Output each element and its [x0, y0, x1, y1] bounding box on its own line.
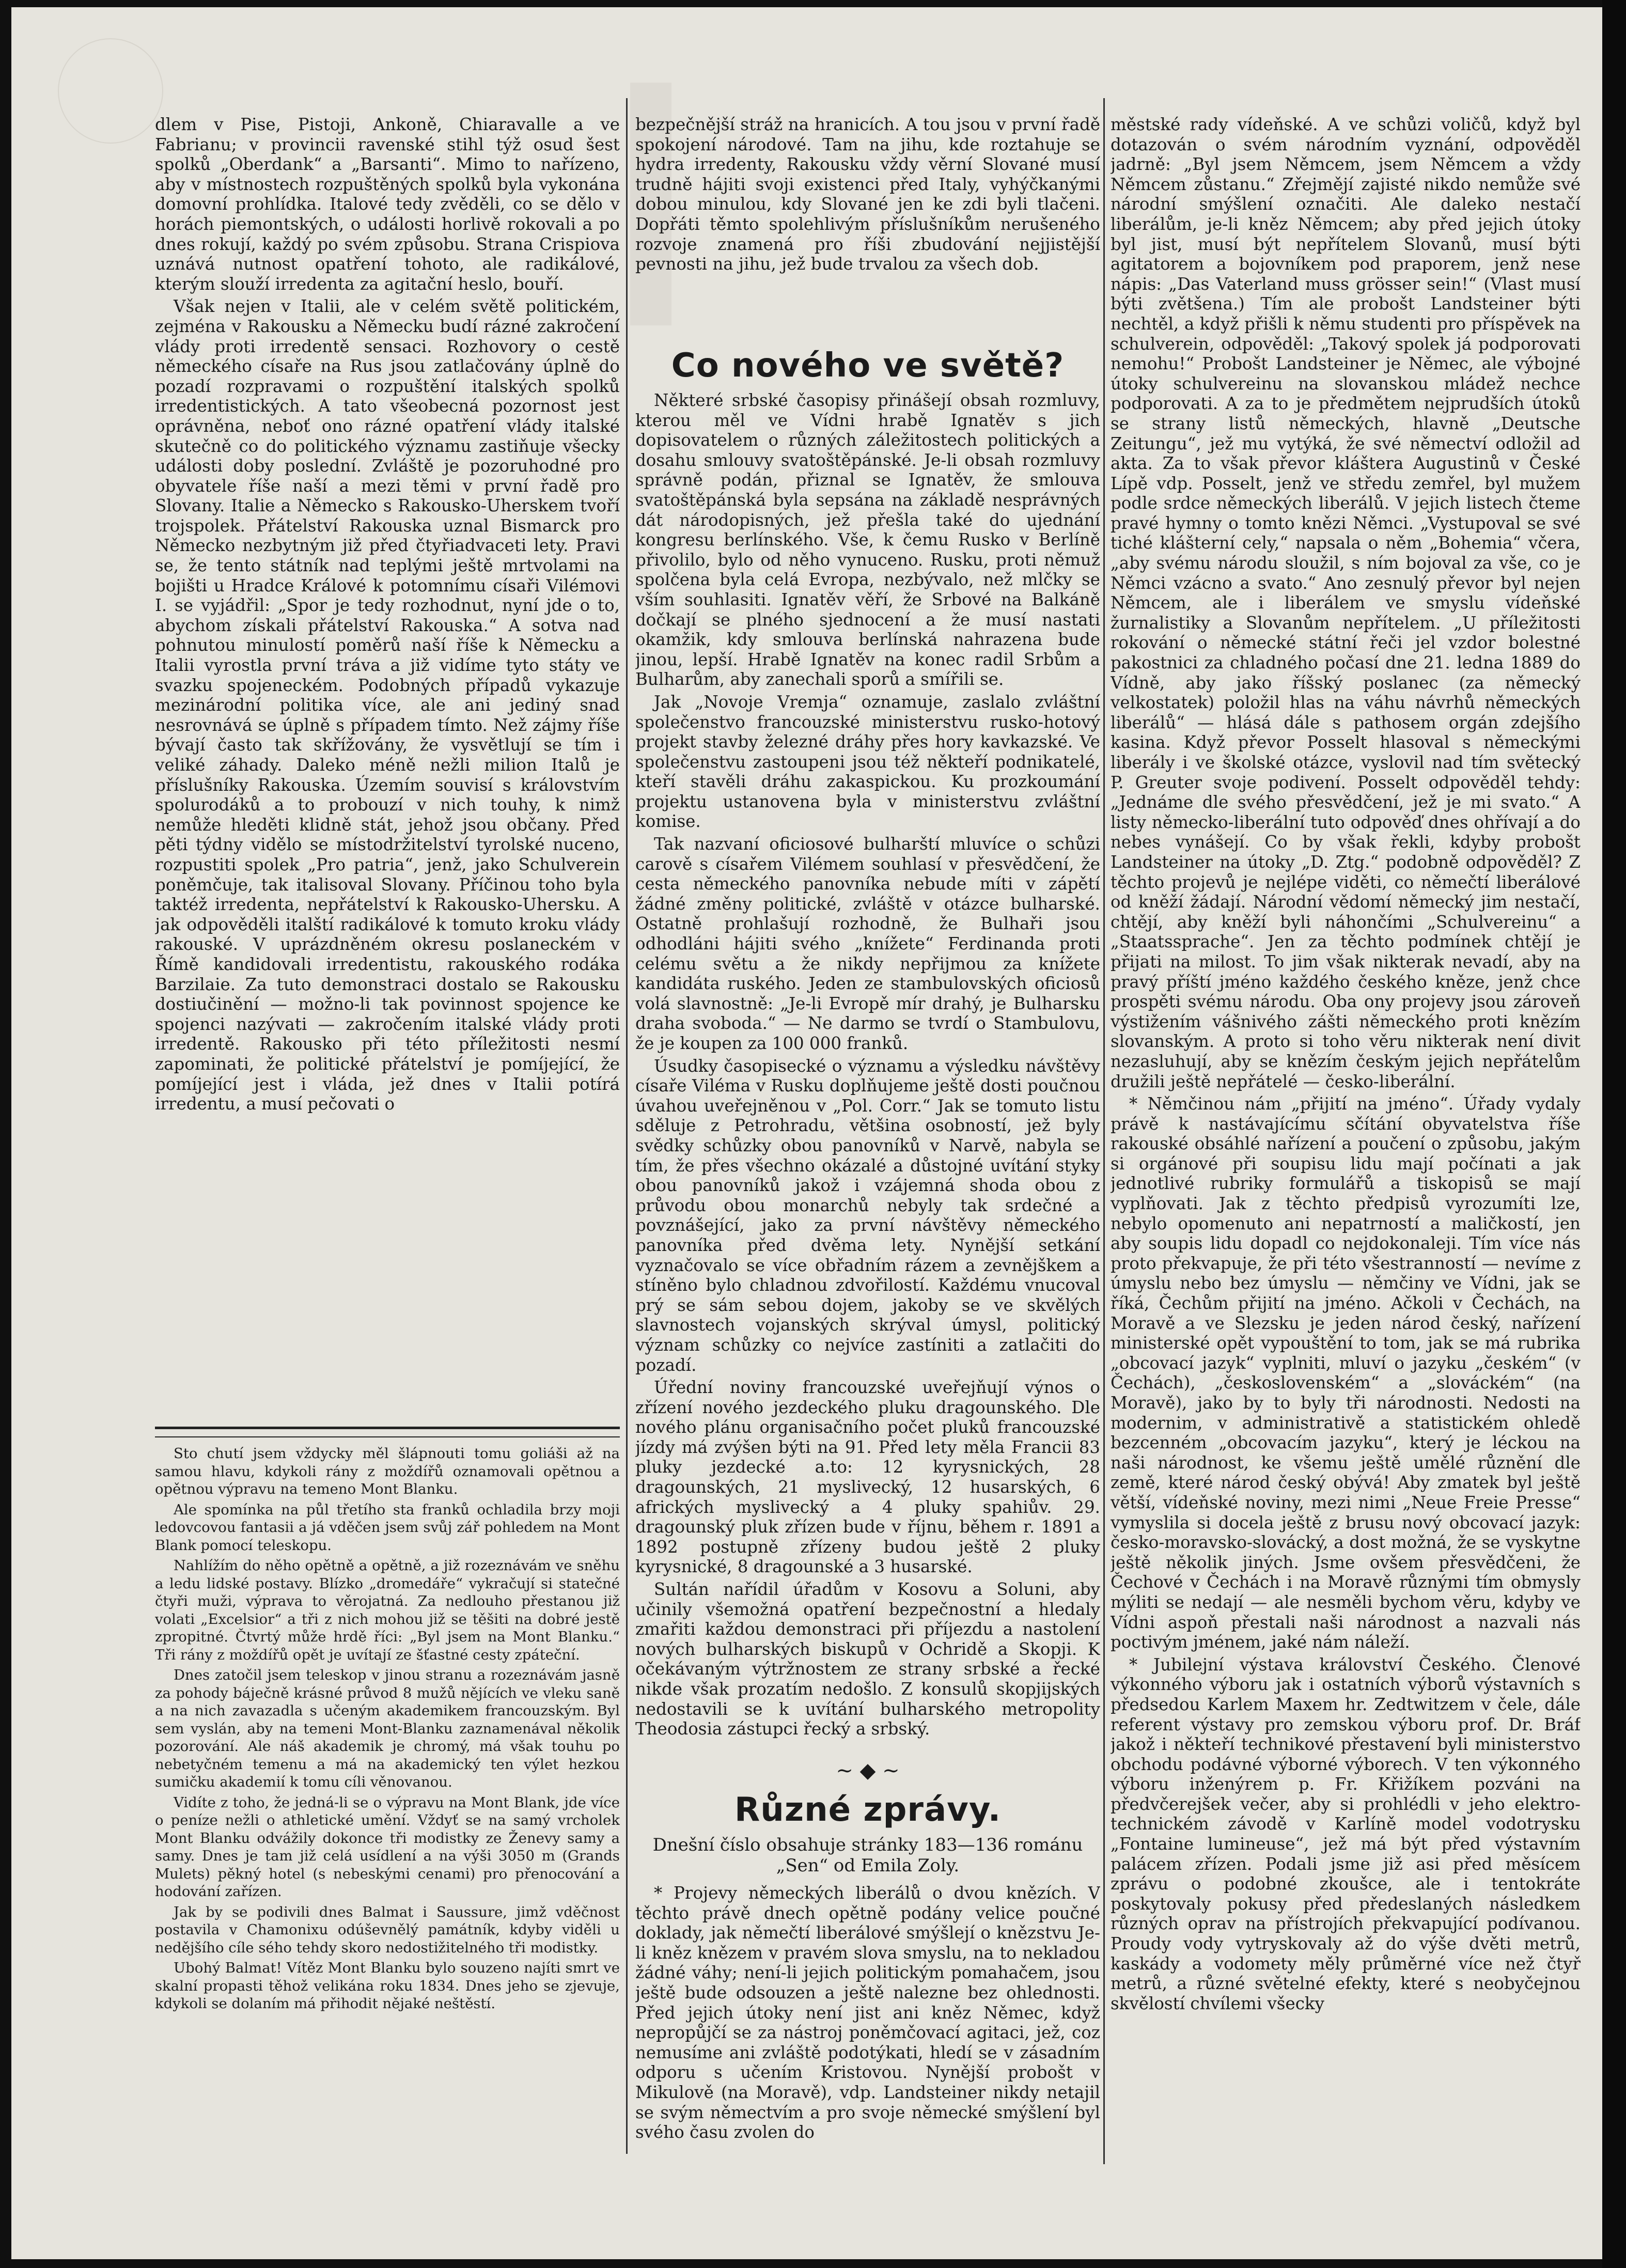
paragraph: Úsudky časopisecké o významu a výsledku návštěvy císaře Viléma v Rusku doplňujeme ještě dosti poučnou úvahou uveřejněnou v „Pol. Corr.“ Jak se tomuto listu sděluje z Petrohradu, většina osobností, jež byly svědky schůzky obou panovníků v Narvě, nabyla se tím, že přes všechno okázalé a důstojné uvítání styky obou panovníků jakož i vzájemná shoda obou z průvodu obou monarchů nebyly tak srdečné a povznášející, jako za první návštěvy německého panovníka před dvěma lety. Nynější setkání vyznačovalo se více obřadním rázem a zevnějškem a stíněno bylo chladnou zdvořilostí. Každému vnucoval prý se sám sebou dojem, jakoby se ve skvělých slavnostech vojanských skrýval úmysl, politický význam schůzky co nejvíce zastíniti a zatlačiti do pozadí. [635, 1056, 1100, 1375]
ornament-divider: ~ ◆ ~ [836, 1759, 900, 1782]
column-rule-1 [626, 98, 628, 2154]
middle-column [635, 115, 1100, 2176]
paragraph: Jak „Novoje Vremja“ oznamuje, zaslalo zvláštní společenstvo francouzské ministerstvu rusko-hotový projekt stavby železné dráhy přes hory kavkazské. Ve společenstvu zastoupeni jsou též někteří podnikatelé, kteří stavěli dráhu zakaspickou. Ku prozkoumání projektu ustanovena byla v ministerstvu zvláštní komise. [635, 692, 1100, 832]
section-heading-misc: Různé zprávy. [734, 1791, 1002, 1829]
paragraph: Vidíte z toho, že jedná-li se o výpravu na Mont Blank, jde více o peníze nežli o athletické umění. Vždyť se na samý vrcholek Mont Blanku odvážily dokonce tři modistky ze Ženevy samy a samy. Dnes je tam již celá usídlení a na výši 3050 m (Grands Mulets) pěkný hotel (s nebeskými cenami) pro přenocování a hodování zařízen. [155, 1794, 620, 1900]
news-section [635, 390, 1100, 1754]
paragraph: Jak by se podivili dnes Balmat i Saussure, jimž vděčnost postavila v Chamonixu odúševnělý památník, kdyby viděli u nedějšího cíle sého tehdy skoro nedostižitelného tři modistky. [155, 1903, 620, 1956]
paragraph: městské rady vídeňské. A ve schůzi voličů, když byl dotazován o svém národním vyznání, odpověděl jadrně: „Byl jsem Němcem, jsem Němcem a vždy Němcem zůstanu.“ Zřejmějí zajisté nikdo nemůže své národní smýšlení označiti. Ale daleko nestačí liberálům, je-li kněz Němcem; aby před jejich útoky byl jist, musí být nepřítelem Slovanů, musí býti agitatorem a bojovníkem pod praporem, jenž nese nápis: „Das Vaterland muss grösser sein!“ (Vlast musí býti zvětšena.) Tím ale probošt Landsteiner býti nechtěl, a když přišli k němu studenti pro příspěvek na schulverein, odpověděl: „Takový spolek já podporovati nemohu!“ Probošt Landsteiner je Němec, ale výbojné útoky schulvereinu na slovanskou mládež nechce podporovati. A za to je předmětem nejprudších útoků se strany listů německých, hlavně „Deutsche Zeitungu“, jež mu vytýká, že své němectví odložil ad akta. Za to však převor kláštera Augustinů v České Lípě vdp. Posselt, jenž ve středu zemřel, byl mužem podle srdce německých liberálů. V jejich listech čteme pravé hymny o tomto knězi Němci. „Vystupoval se své tiché klášterní cely,“ napsala o něm „Bohemia“ včera, „aby svému národu sloužil, s ním bojoval za vše, co je Němci vzácno a svato.“ Ano zesnulý převor byl nejen Němcem, ale i liberálem ve smyslu vídeňské žurnalistiky a Slovanům nepřítelem. „U příležitosti rokování o německé státní řeči jel vzdor bolestné pakostnici za chladného počasí dne 21. ledna 1889 do Vídně, aby jako říšský poslanec (za německý velkostatek) položil hlas na váhu návrhů německých liberálů“ — hlásá dále s pathosem orgán zdejšího kasina. Když převor Posselt hlasoval s německými liberály i ve školské otázce, vyslovil nad tím světecký P. Greuter svoje podivení. Posselt odpověděl tehdy: „Jednáme dle svého přesvědčení, jež je mi svato.“ A listy německo-liberální tuto odpověď dnes ohřívají a do nebes vynášejí. Co by však řekli, kdyby probošt Landsteiner na útoky „D. Ztg.“ podobně odpověděl? Z těchto projevů je nejlépe viděti, co němečtí liberálové od kněží žádají. Národní vědomí německý jim nestačí, chtějí, aby kněží byli náhončími „Schulvereinu“ a „Staatssprache“. Jen za těchto podmínek chtějí je přijati na milost. To jim však nikterak nevadí, aby na pravý příští jméno každého českého kněze, jenž chce prospěti svému národu. Oba ony projevy jsou zároveň výstižením vášnivého zášti německého proti knězím slovanským. A proto si toho věru nikterak není divit nezasluhují, aby se knězím českým jejich nepřátelům družili ještě nepřátelé — česko-liberální. [1111, 115, 1581, 1091]
issue-notice: Dnešní číslo obsahuje stránky 183—136 románu „Sen“ od Emila Zoly. [652, 1835, 1083, 1876]
paragraph: bezpečnější stráž na hranicích. A tou jsou v první řadě spokojení národové. Tam na jihu, kde roztahuje se hydra irredenty, Rakousku vždy věrní Slované musí trudně hájiti svoji existenci před Italy, vyhýčkanými dobou minulou, kdy Slované jen ke zdi byli tlačeni. Dopřáti těmto spolehlivým příslušníkům nerušeného rozvoje znamená pro říši zbudování nejjistější pevnosti na jihu, jež bude trvalou za všech dob. [635, 115, 1100, 274]
misc-news-section [635, 1883, 1100, 2176]
paragraph: Ale spomínka na půl třetího sta franků ochladila brzy moji ledovcovou fantasii a já vděčen jsem svůj zář pohledem na Mont Blank pomocí teleskopu. [155, 1501, 620, 1554]
paragraph: Sultán nařídil úřadům v Kosovu a Soluni, aby učinily všemožná opatření bezpečnostní a hledaly zmařiti každou demonstraci při příjezdu a nastolení nových bulharských biskupů v Ochridě a Skopji. K očekávaným výtržnostem ze strany srbské a řecké nikde však prozatím nedošlo. Z konsulů skopjijských nedostavili se k uvítání bulharského metropolity Theodosia zástupci řecký a srbský. [635, 1579, 1100, 1739]
left-column [155, 115, 620, 2129]
paragraph: Ubohý Balmat! Vítěz Mont Blanku bylo souzeno najíti smrt ve skalní propasti těhož velikána roku 1834. Dnes jeho se zjevuje, kdykoli se dolaním má přihodit nějaké neštěstí. [155, 1960, 620, 2012]
paragraph: Sto chutí jsem vždycky měl šlápnouti tomu goliáši až na samou hlavu, kdykoli rány z moždířů oznamovali opětnou a opětnou výpravu na temeno Mont Blanku. [155, 1445, 620, 1497]
section-heading-news: Co nového ve světě? [671, 347, 1065, 385]
paragraph: Tak nazvaní oficiosové bulharští mluvíce o schůzi carově s císařem Vilémem souhlasí v přesvědčení, že cesta německého panovníka nebude míti v zápětí žádné změny politické, zvláště v otázce bulharské. Ostatně prohlašují rozhodně, že Bulhaři jsou odhodláni hájiti svého „knížete“ Ferdinanda proti celému světu a že nikdy nepřijmou za knížete kandidáta ruského. Jeden ze stambulovských oficiosů volá slavnostně: „Je-li Evropě mír drahý, je Bulharsku draha svoboda.“ — Ne darmo se tvrdí o Stambulovu, že je koupen za 100 000 franků. [635, 834, 1100, 1053]
paragraph: Úřední noviny francouzské uveřejňují výnos o zřízení nového jezdeckého pluku dragounského. Dle nového plánu organisačního počet pluků francouzské jízdy má zvýšen býti na 91. Před lety měla Francii 83 pluky jezdecké a.to: 12 kyrysnických, 28 dragounských, 21 myslivecký, 12 husarských, 6 afrických myslivecký a 4 pluky spahiův. 29. dragounský pluk zřízen bude v říjnu, během r. 1891 a 1892 postupně zřízeny budou ještě 2 pluky kyrysnické, 8 dragounské a 3 husarské. [635, 1378, 1100, 1577]
paragraph: * Jubilejní výstava království Českého. Členové výkonného výboru jak i ostatních výborů výstavních s předsedou Karlem Maxem hr. Zedtwitzem v čele, dále referent výstavy pro zemskou výboru prof. Dr. Bráf jakož i někteří technikové přestavení byli ministerstvo obchodu podávné výborné výborech. V ten výkonného výboru inženýrem p. Fr. Křižíkem pozváni na předvčerejšek večer, aby si prohlédli v jeho elektro-technickém závodě v Karlíně model vodotrysku „Fontaine lumineuse“, jež má být před výstavním palácem zřízen. Podali jsme již asi před měsícem zprávu o podobné zkoušce, ale i tentokráte poskytovaly pokusy před předeslaných následkem různých oprav na přístrojích překvapující podívanou. Proudy vody vytryskovaly až do výše dvěti metrů, kaskády a vodomety měly průměrné více než čtyř metrů, a různé světelné efekty, které s neobyčejnou skvělostí chvílemi všecky [1111, 1654, 1581, 2013]
paragraph: Však nejen v Italii, ale v celém světě politickém, zejména v Rakousku a Německu budí rázné zakročení vlády proti irredentě sensaci. Rozhovory o cestě německého císaře na Rus jsou zatlačovány úplně do pozadí rozpravami o rozpuštění italských spolků irredentistických. A tato všeobecná pozornost jest oprávněna, neboť ono rázné opatření vlády italské skutečně co do politického významu zastiňuje všecky události doby poslední. Zvláště je pozoruhodné pro obyvatele říše naší a mezi těmi v první řadě pro Slovany. Italie a Německo s Rakousko-Uherskem tvoří trojspolek. Přátelství Rakouska uznal Bismarck pro Německo nezbytným již před čtyřiadvaceti lety. Pravi se, že tento státník nad teplými ještě mrtvolami na bojišti u Hradce Králové k potomnímu císaři Vilémovi I. se vyjádřil: „Spor je tedy rozhodnut, nyní jde o to, abychom získali přátelství Rakouska.“ A sotva nad pohnutou minulostí poměrů naší říše k Německu a Italii vyrostla první tráva a již vidíme tyto státy ve svazku spojeneckém. Podobných případů vykazuje mezinárodní politika více, ale ani jediný snad nesrovnává se úplně s případem tímto. Než zájmy říše bývají často tak skřížovány, že vysvětlují se tím i veliké záhady. Daleko méně nežli milion Italů je příslušníky Rakouska. Územím souvisí s královstvím spolurodáků a to probouzí v nich touhy, k nimž nemůže hleděti klidně stát, jehož jsou občany. Před pěti týdny vidělo se místodržitelství tyrolské nuceno, rozpustiti spolek „Pro patria“, jenž, jako Schulverein poněmčuje, tak italisoval Slovany. Příčinou toho byla taktéž irredenta, nepřátelství k Rakousko-Uhersku. A jak odpověděli italští radikálové k tomuto kroku vlády rakouské. V uprázdněném okresu poslaneckém v Římě kandidovali irredentistu, rakouského rodáka Barzilaie. Za tuto demonstraci dostalo se Rakousku dostiučinění — možno-li tak povinnost spojence ke spojenci nazývati — zakročením italské vlády proti irredentě. Rakousko při této příležitosti nesmí zapominati, že politické přátelství je pomíjející, že pomíjející jest i vláda, jež dnes v Italii potírá irredentu, a musí pečovati o [155, 296, 620, 1114]
paragraph: * Němčinou nám „přijití na jméno“. Úřady vydaly právě k nastávajícímu sčítání obyvatelstva říše rakouské obsáhlé nařízení a poučení o způsobu, jakým si orgánové při soupisu lidu mají počínati a jak jednotlivé rubriky formulářů a tiskopisů se mají vyplňovati. Jak z těchto předpisů vyrozumíti lze, nebylo opomenuto ani nepatrností a maličkostí, jen aby soupis lidu dopadl co nejdokonaleji. Tím více nás proto překvapuje, že při této všestranností — nevíme z úmyslu nebo bez úmyslu — němčiny ve Vídni, jak se říká, Čechům přijití na jméno. Ačkoli v Čechách, na Moravě a ve Slezsku je jeden národ český, nařízení ministerské opět vypouštění to tom, jak se má rubrika „obcovací jazyk“ vyplniti, mluví o jazyku „českém“ (v Čechách), „československém“ a „slováckém“ (na Moravě), jako by to byly tři národnosti. Nedosti na modernim, v administrativě a statistickém ohledě bezcenném „obcovacím jazyku“, který je léckou na naši národnost, ke všemu ještě umělé různění dle země, které národ český obývá! Aby zmatek byl ještě větší, vídeňské noviny, mezi nimi „Neue Freie Presse“ vymyslila si docela ještě z brusu nový obcovací jazyk: česko-moravsko-slovácký, a dost možná, že se vyskytne ještě několik jiných. Jsme ovšem přesvědčeni, že Čechové v Čechách i na Moravě různými tím obmysly mýliti se nedají — ale nesměli bychom věru, kdyby ve Vídni aspoň přestali naši národnost a nazvali nás poctivým jménem, jaké nám náleží. [1111, 1094, 1581, 1652]
scan-edge [1602, 0, 1626, 2268]
paragraph: * Projevy německých liberálů o dvou knězích. V těchto právě dnech opětně podány velice poučné doklady, jak němečtí liberálové smýšlejí o knězstvu Je-li kněz knězem v pravém slova smyslu, na to nekladou žádné váhy; není-li jejich politickým pomahačem, jsou ještě bude odsouzen a ještě nalezne bez ohlednosti. Před jejich útoky není jist ani kněz Němec, když nepropůjčí se za nástroj poněmčovací agitaci, jež, coz nemusíme ani zvláště podotýkati, hledí se v zásadním odporu s učením Kristovou. Nynější probošt v Mikulově (na Moravě), vdp. Landsteiner nikdy netajil se svým němectvím a pro svoje německé smýšlení byl svého času zvolen do [635, 1883, 1100, 2142]
paragraph: dlem v Pise, Pistoji, Ankoně, Chiaravalle a ve Fabrianu; v provincii ravenské stihl týž osud šest spolků „Oberdank“ a „Barsanti“. Mimo to nařízeno, aby v místnostech rozpuštěných spolků byla vykonána domovní prohlídka. Italové tedy zvěděli, co se dělo v horách piemontských, o události horlivě rokovali a po dnes rokují, každý po svém způsobu. Strana Crispiova uznává nutnost opatření tohoto, ale radikálové, kterým slouží irredenta za agitační heslo, bouří. [155, 115, 620, 294]
article-irredenta [155, 115, 620, 1416]
feuilleton-divider [155, 1427, 620, 1437]
paragraph: Nahlížím do něho opětně a opětně, a již rozeznávám ve sněhu a ledu lidské postavy. Blízko „dromedáře“ vykračují si statečné čtyři muži, výprava to věrojatná. Za nedlouho přestanou již volati „Excelsior“ a tři z nich mohou již se těšiti na dobré jestě zpropitné. Čtvrtý může hrdě říci: „Byl jsem na Mont Blanku.“ Tři rány z moždířů opět je uvítají ze šťastné cesty zpáteční. [155, 1557, 620, 1663]
article-irredenta-continued [635, 115, 1100, 338]
column-rule-2 [1103, 98, 1105, 2164]
library-stamp-mark [58, 38, 163, 144]
misc-news-continued [1111, 115, 1581, 2150]
feuilleton-mont-blanc [155, 1445, 620, 2129]
paragraph: Dnes zatočil jsem teleskop v jinou stranu a rozeznávám jasně za pohody báječně krásné průvod 8 mužů nějících ve vleku saně a na nich zavazadla s učeným akademikem francouzským. Byl sem vyslán, aby na temeni Mont-Blanku zaznamenával několik pozorování. Ale náš akademik je chromý, má však touhu po nebetyčném temenu a má na akademický ten výlet hezkou sumičku akademií k tomu cíli věnovanou. [155, 1667, 620, 1790]
right-column [1111, 115, 1581, 2176]
paragraph: Některé srbské časopisy přinášejí obsah rozmluvy, kterou měl ve Vídni hrabě Ignatěv s jich dopisovatelem o různých záležitostech politických a dosahu smlouvy svatoštěpánské. Je-li obsah rozmluvy správně podán, přiznal se Ignatěv, že smlouva svatoštěpánská byla sepsána na základě nesprávných dát národopisných, jež přešla také do ujednání kongresu berlínského. Vše, k čemu Rusko v Berlíně přivolilo, bylo od něho vynuceno. Rusku, proti němuž spolčena byla celá Evropa, nezbývalo, než mlčky se vším souhlasiti. Ignatěv věří, že Srbové na Balkáně dočkají se plného sjednocení a že musí nastati okamžik, kdy smlouva berlínská nahrazena bude jinou, lepší. Hrabě Ignatěv na konec radil Srbům a Bulharům, aby zanechali sporů a smířili se. [635, 390, 1100, 690]
